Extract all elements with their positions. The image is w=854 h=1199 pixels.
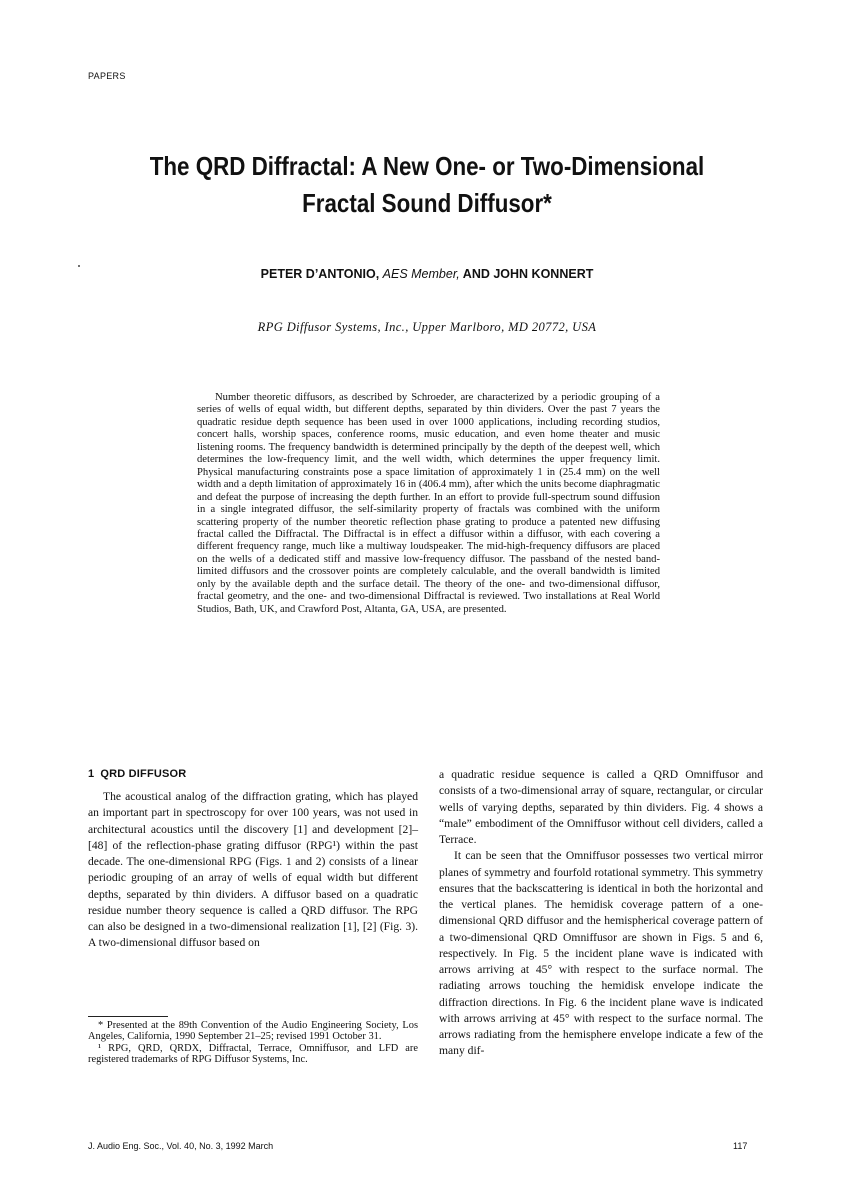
- section-heading: [88, 766, 418, 782]
- body-column-right: [439, 767, 763, 1060]
- body-paragraph-left: The acoustical analog of the diffraction grating, which has played an important part in spectroscopy for over 100 years, was not used in architectural acoustics until the discovery [1] and development [2]–[48] of the reflection-phase grating diffusor (RPG¹) within the past decade. The one-dimensional RPG (Figs. 1 and 2) consists of a linear periodic grouping of an array of wells of equal width but different depths, separated by thin dividers. A diffusor based on a quadratic residue number theory sequence is called a QRD diffusor. The RPG can also be designed in a two-dimensional realization [1], [2] (Fig. 3). A two-dimensional diffusor based on: [88, 790, 418, 950]
- affiliation: RPG Diffusor Systems, Inc., Upper Marlboro, MD 20772, USA: [257, 320, 597, 334]
- section-title: QRD DIFFUSOR: [100, 768, 187, 780]
- abstract-text: Number theoretic diffusors, as described by Schroeder, are characterized by a periodic grouping of a series of wells of equal width, but different depths, separated by thin dividers. Over the past 7 years the quadratic residue depth sequence has been used in over 1000 applications, including recording studios, concert halls, worship spaces, conference rooms, music education, and even home theater and music listening rooms. The frequency bandwidth is determined principally by the depth of the deepest well, which determines the low-frequency limit, and the well width, which determines the upper frequency limit. Physical manufacturing constraints pose a space limitation of approximately 1 in (25.4 mm) on the well width and a depth limitation of approximately 16 in (406.4 mm), after which the units become diaphragmatic and defeat the purpose of increasing the depth further. In an effort to provide full-spectrum sound diffusion in a single integrated diffusor, the self-similarity property of fractals was combined with the uniform scattering property of the number theoretic reflection phase grating to produce a patented new diffusing fractal called the Diffractal. The Diffractal is in effect a diffusor within a diffusor, with each covering a different frequency range, much like a multiway loudspeaker. The mid-high-frequency diffusors are placed on the wells of a dedicated stiff and massive low-frequency diffusor. The passband of the nested band-limited diffusors and the crossover points are completely calculable, and the overall bandwidth is limited only by the available depth and the surface detail. The theory of the one- and two-dimensional diffusor, fractal geometry, and the one- and two-dimensional Diffractal is reviewed. Two installations at Real World Studios, Bath, UK, and Crawford Post, Altanta, GA, USA, are presented.: [197, 392, 660, 615]
- abstract: [197, 392, 660, 616]
- paper-title-line-2: Fractal Sound Diffusor*: [302, 188, 552, 218]
- page-number: 117: [733, 1141, 748, 1151]
- footnote-1: * Presented at the 89th Convention of the Audio Engineering Society, Los Angeles, California, 1990 September 21–25; revised 1991 October 31.: [88, 1020, 418, 1043]
- author-2: AND JOHN KONNERT: [462, 267, 594, 281]
- author-line: [60, 267, 794, 281]
- footnote-2: ¹ RPG, QRD, QRDX, Diffractal, Terrace, Omniffusor, and LFD are registered trademarks of RPG Diffusor Systems, Inc.: [88, 1042, 418, 1066]
- footnotes: [88, 1020, 418, 1066]
- body-column-left: [88, 766, 418, 952]
- paper-title-line-1: The QRD Diffractal: A New One- or Two-Dimensional: [149, 151, 705, 181]
- body-paragraph-right-2: It can be seen that the Omniffusor possesses two vertical mirror planes of symmetry and fourfold rotational symmetry. This symmetry ensures that the backscattering is identical in both the horizontal and the vertical planes. The hemidisk coverage pattern of a one-dimensional QRD diffusor and the hemispherical coverage pattern of a two-dimensional QRD Omniffusor are shown in Figs. 5 and 6, respectively. In Fig. 5 the incident plane wave is indicated with arrows arriving at 45° with respect to the surface normal. The radiating arrows touching the hemidisk envelope indicate the diffraction directions. In Fig. 6 the incident plane wave is indicated with arrows arriving at 45° with respect to the surface normal. The arrows radiating from the hemisphere envelope indicate a few of the many dif-: [439, 849, 763, 1058]
- running-head: PAPERS: [88, 71, 126, 81]
- section-number: 1: [88, 768, 95, 780]
- author-membership: AES Member,: [382, 267, 460, 281]
- journal-citation: J. Audio Eng. Soc., Vol. 40, No. 3, 1992 March: [88, 1141, 274, 1151]
- author-1: PETER D’ANTONIO,: [260, 267, 380, 281]
- body-paragraph-right-1: a quadratic residue sequence is called a QRD Omniffusor and consists of a two-dimensional array of square, rectangular, or circular wells of varying depths, separated by thin dividers. Fig. 4 shows a “male” embodiment of the Omniffusor without cell dividers, called a Terrace.: [439, 768, 763, 846]
- footnote-divider: [88, 1016, 168, 1017]
- paper-title: [111, 148, 742, 222]
